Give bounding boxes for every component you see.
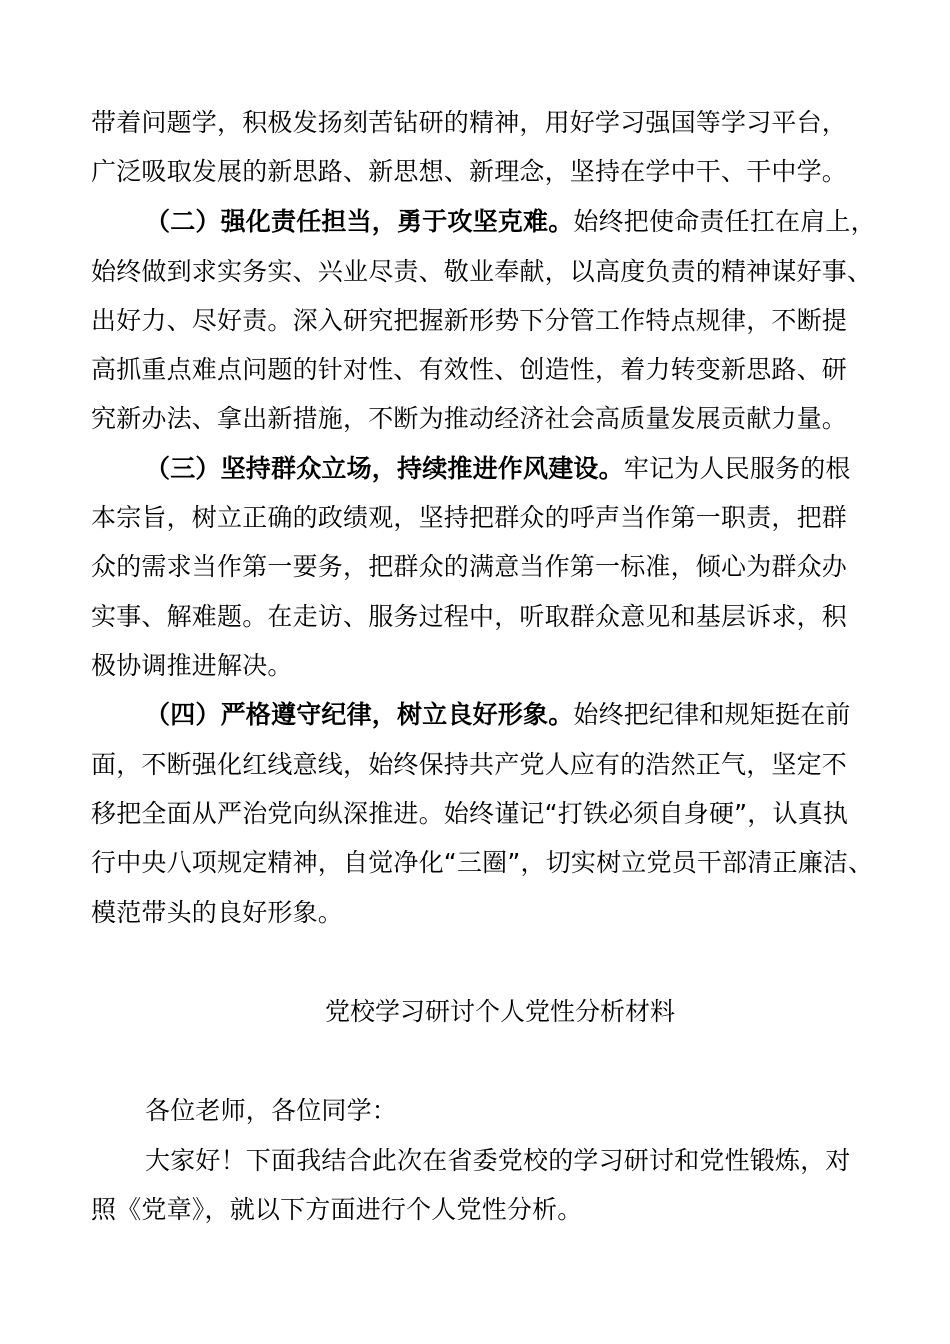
para2-first-line-text: 始终把使命责任扛在肩上，: [573, 207, 876, 236]
para3-first-line-text: 牢记为人民服务的根: [623, 454, 851, 483]
para4-line-3: 移把全面从严治党向纵深推进。始终谨记“打铁必须自身硬”，认真执: [91, 799, 849, 828]
para1-line-2: 广泛吸取发展的新思路、新思想、新理念，坚持在学中干、干中学。: [91, 157, 848, 186]
intro-line-1: 大家好！下面我结合此次在省委党校的学习研讨和党性锻炼，对: [145, 1146, 851, 1175]
section-title: 党校学习研讨个人党性分析材料: [324, 997, 675, 1026]
para4-line-5: 模范带头的良好形象。: [91, 898, 344, 927]
para4-heading: （四）严格遵守纪律，树立良好形象。: [145, 700, 574, 729]
para2-line-1: [145, 206, 876, 238]
para1-line-1: 带着问题学，积极发扬刻苦钻研的精神，用好学习强国等学习平台，: [91, 108, 848, 137]
para3-line-3: 众的需求当作第一要务，把群众的满意当作第一标准，倾心为群众办: [91, 552, 848, 581]
para4-line-4: 行中央八项规定精神，自觉净化“三圈”，切实树立党员干部清正廉洁、: [91, 848, 874, 877]
greeting: 各位老师，各位同学：: [145, 1096, 398, 1125]
para2-line-5: 究新办法、拿出新措施，不断为推动经济社会高质量发展贡献力量。: [91, 404, 848, 433]
intro-line-2: 照《党章》，就以下方面进行个人党性分析。: [91, 1195, 583, 1224]
para3-line-5: 极协调推进解决。: [91, 651, 293, 680]
para3-line-4: 实事、解难题。在走访、服务过程中，听取群众意见和基层诉求，积: [91, 602, 848, 631]
para4-first-line-text: 始终把纪律和规矩挺在前: [573, 700, 851, 729]
para4-line-1: [145, 699, 851, 731]
para4-line-2: 面，不断强化红线意线，始终保持共产党人应有的浩然正气，坚定不: [91, 750, 848, 779]
para3-line-2: 本宗旨，树立正确的政绩观，坚持把群众的呼声当作第一职责，把群: [91, 503, 848, 532]
para2-line-3: 出好力、尽好责。深入研究把握新形势下分管工作特点规律，不断提: [91, 306, 848, 335]
para2-line-4: 高抓重点难点问题的针对性、有效性、创造性，着力转变新思路、研: [91, 355, 848, 384]
para2-line-2: 始终做到求实务实、兴业尽责、敬业奉献，以高度负责的精神谋好事、: [91, 257, 873, 286]
para3-heading: （三）坚持群众立场，持续推进作风建设。: [145, 454, 624, 483]
para2-heading: （二）强化责任担当，勇于攻坚克难。: [145, 207, 574, 236]
para3-line-1: [145, 453, 851, 485]
